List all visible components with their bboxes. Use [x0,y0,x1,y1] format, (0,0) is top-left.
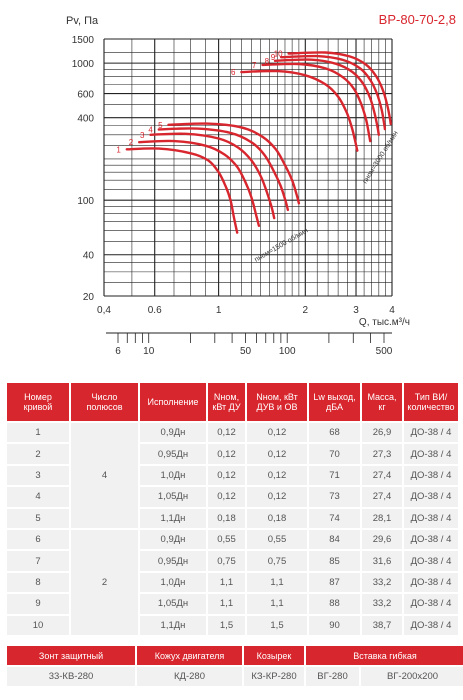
table-cell: 1,1Дн [140,509,206,528]
table-cell: ДО-38 / 4 [404,466,458,485]
curve-label-1: 1 [116,145,121,155]
table-cell: ДО-38 / 4 [404,444,458,463]
motor-cover-value: КД-280 [137,667,242,686]
speed-label-1500: nном=1500 об/мин [253,227,310,264]
table-cell: 1,5 [208,616,245,635]
secondary-tick-label: 10 [143,346,155,357]
table-cell: 1,0Дн [140,466,206,485]
table-cell: 9 [7,594,69,613]
table-cell: ДО-38 / 4 [404,487,458,506]
header-vi-type: Тип ВИ/ количество [404,383,458,421]
table-cell: 1,05Дн [140,594,206,613]
table-cell: 0,12 [247,487,307,506]
table-cell: 0,18 [208,509,245,528]
curve-label-6: 6 [230,68,236,78]
table-cell: 0,95Дн [140,551,206,570]
table-cell: 0,12 [247,444,307,463]
spec-header-row [7,383,458,421]
table-cell: 0,75 [208,551,245,570]
table-cell: 0,12 [247,423,307,442]
y-tick-label: 400 [77,113,94,125]
table-cell: ДО-38 / 4 [404,551,458,570]
table-cell: 73 [309,487,360,506]
table-cell: ДО-38 / 4 [404,423,458,442]
table-cell: 1,0Дн [140,573,206,592]
spec-table [5,381,460,637]
table-cell: 0,9Дн [140,423,206,442]
table-cell: ДО-38 / 4 [404,573,458,592]
table-cell: 0,12 [247,466,307,485]
header-motor-cover: Кожух двигателя [137,646,242,665]
table-cell: 0,12 [208,487,245,506]
table-cell: 27,3 [362,444,402,463]
speed-label-3000: nном=3000 об/мин [361,130,400,186]
header-power-duv: Nном, кВт ДУВ и ОВ [247,383,307,421]
header-mass: Масса, кг [362,383,402,421]
table-cell: 38,7 [362,616,402,635]
curve-6 [241,71,357,151]
header-poles: Число полюсов [71,383,138,421]
table-cell: 1,1 [208,594,245,613]
table-cell: 0,12 [208,444,245,463]
y-tick-label: 20 [82,292,94,303]
header-umbrella: Зонт защитный [7,646,135,665]
table-cell: 1,05Дн [140,487,206,506]
table-cell: 33,2 [362,573,402,592]
table-row [7,423,458,442]
curve-labels [116,50,283,155]
table-cell: 1 [7,423,69,442]
x-tick-label: 0.6 [147,305,162,316]
table-cell: 1,1 [208,573,245,592]
table-cell: 5 [7,509,69,528]
y-tick-label: 600 [77,89,94,101]
x-tick-label: 1 [215,305,222,316]
header-lw: Lw выход, дБА [309,383,360,421]
curve-label-5: 5 [158,120,163,130]
table-cell: ДО-38 / 4 [404,594,458,613]
table-cell: 0,18 [247,509,307,528]
x-tick-label: 0,4 [97,305,111,316]
table-cell: 2 [7,444,69,463]
table-cell: 0,9Дн [140,530,206,549]
secondary-tick-label: 50 [239,346,252,357]
header-curve-number: Номер кривой [7,383,69,421]
table-cell: 90 [309,616,360,635]
curve-2 [139,141,259,226]
table-cell: 1,5 [247,616,307,635]
header-flex-insert: Вставка гибкая [306,646,463,665]
table-cell: 28,1 [362,509,402,528]
table-cell: ДО-38 / 4 [404,530,458,549]
table-cell: ДО-38 / 4 [404,509,458,528]
table-cell: 27,4 [362,487,402,506]
curve-label-2: 2 [128,138,134,148]
table-cell: 33,2 [362,594,402,613]
table-cell: 0,95Дн [140,444,206,463]
flex-insert-value: ВГ-280 [306,667,359,686]
table-row [7,530,458,549]
y-tick-label: 100 [77,196,94,208]
table-cell: 0,55 [208,530,245,549]
table-cell: 6 [7,530,69,549]
table-cell: 0,12 [208,423,245,442]
table-cell: 1,1 [247,573,307,592]
accessories-table [5,644,463,688]
umbrella-value: 33-КВ-280 [7,667,135,686]
visor-value: КЗ-КР-280 [244,667,304,686]
flex-insert-size-value: ВГ-200х200 [361,667,463,686]
secondary-tick-label: 6 [115,346,121,357]
y-axis-label: Pv, Па [66,15,99,27]
axis-ticks [72,35,395,357]
curve-label-8: 8 [264,56,270,66]
secondary-tick-label: 500 [375,346,393,357]
header-power-du: Nном, кВт ДУ [208,383,245,421]
table-cell: 0,75 [247,551,307,570]
table-cell: 84 [309,530,360,549]
table-cell: 88 [309,594,360,613]
table-cell: 87 [309,573,360,592]
table-cell: 68 [309,423,360,442]
table-cell: ДО-38 / 4 [404,616,458,635]
header-version: Исполнение [140,383,206,421]
table-cell: 85 [309,551,360,570]
curve-7 [263,64,371,141]
table-cell: 8 [7,573,69,592]
x-axis-label: Q, тыс.м³/ч [358,317,410,328]
table-cell: 3 [7,466,69,485]
table-cell: 0,12 [208,466,245,485]
curve-label-9: 9 [270,53,276,63]
table-cell: 1,1 [247,594,307,613]
secondary-tick-label: 100 [278,346,296,357]
x-tick-label: 2 [302,305,309,316]
curve-label-10: 10 [273,49,283,59]
table-cell: 10 [7,616,69,635]
table-cell: 1,1Дн [140,616,206,635]
table-cell: 4 [7,487,69,506]
accessories-row [7,667,463,686]
x-tick-label: 3 [353,305,359,316]
curves [127,49,391,232]
curve-label-4: 4 [148,125,153,135]
table-cell: 31,6 [362,551,402,570]
curve-label-3: 3 [140,130,145,140]
table-cell: 74 [309,509,360,528]
curve-label-7: 7 [252,60,257,70]
poles-cell-2: 2 [71,530,138,635]
table-cell: 7 [7,551,69,570]
chart-grid [104,39,392,296]
x-tick-label: 4 [389,305,395,316]
table-cell: 26,9 [362,423,402,442]
curve-1 [127,148,237,232]
table-cell: 71 [309,466,360,485]
table-cell: 27,4 [362,466,402,485]
y-tick-label: 1500 [71,35,94,46]
table-cell: 70 [309,444,360,463]
table-cell: 0,55 [247,530,307,549]
table-cell: 29,6 [362,530,402,549]
accessories-header-row [7,646,463,665]
header-visor: Козырек [244,646,304,665]
y-tick-label: 1000 [71,59,94,71]
chart-title: ВР-80-70-2,8 [378,12,456,27]
poles-cell-4: 4 [71,423,138,528]
y-tick-label: 40 [82,250,94,262]
